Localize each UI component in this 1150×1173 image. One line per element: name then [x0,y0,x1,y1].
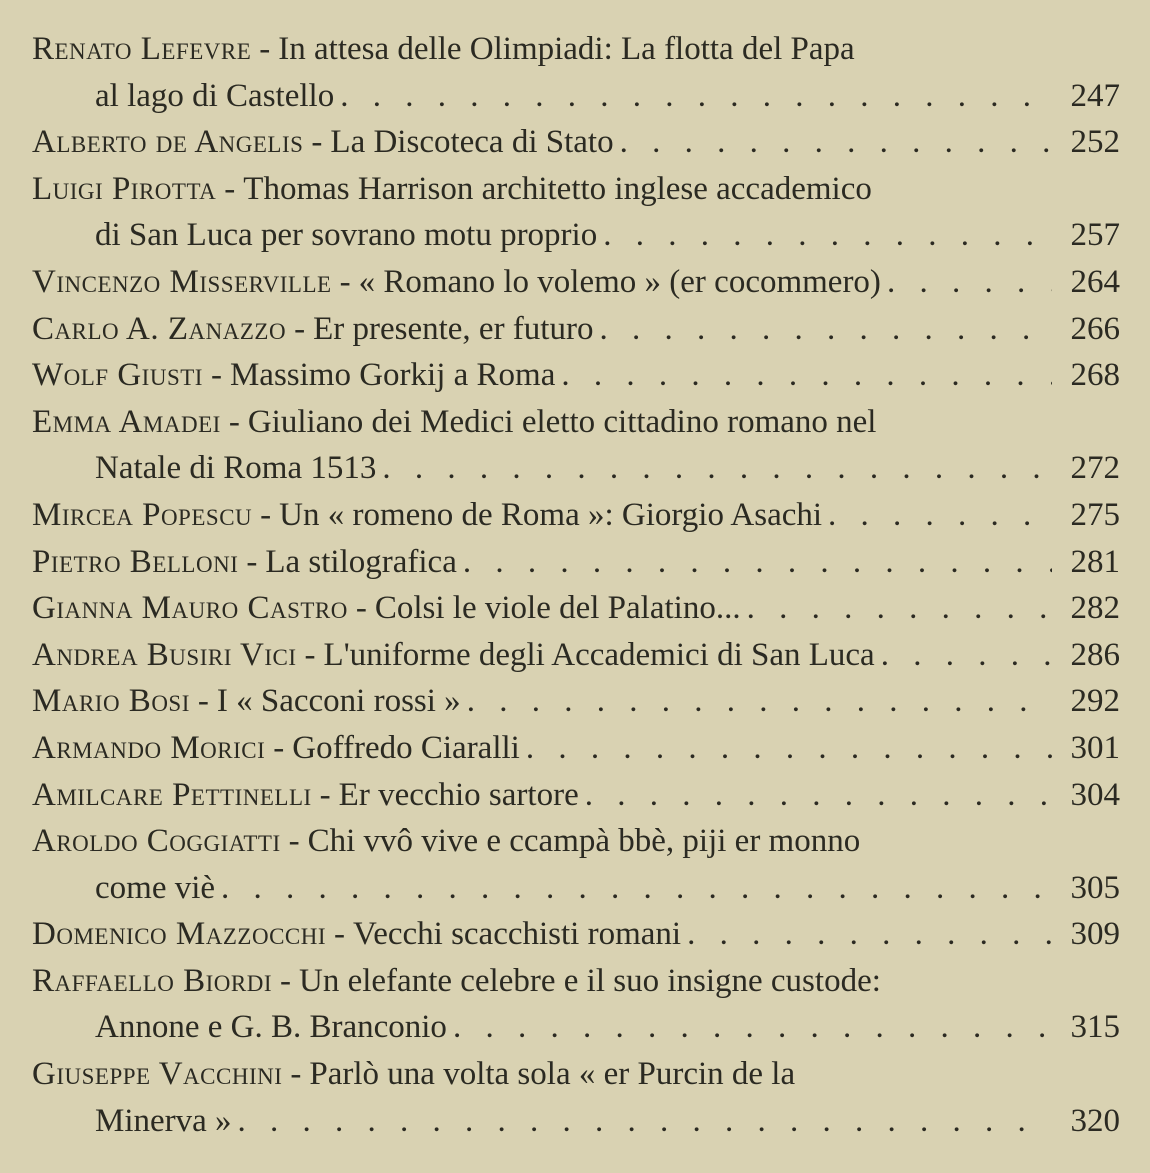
entry-author: Mircea Popescu [32,496,253,533]
separator: - [334,916,346,953]
toc-entry-continuation [32,1098,1120,1145]
separator: - [294,310,306,347]
page-number: 281 [1070,543,1120,580]
entry-author: Alberto de Angelis [32,124,304,161]
separator: - [259,31,271,67]
separator: - [355,590,367,627]
dot-leader [620,119,1052,165]
separator: - [197,683,209,720]
page-number: 301 [1070,729,1120,766]
entry-title: La stilografica [265,543,457,580]
entry-author: Domenico Mazzocchi [32,916,327,953]
page-number: 266 [1070,310,1120,347]
toc-entry [32,632,1120,679]
separator: - [246,543,258,580]
toc-entry [32,1051,1120,1098]
entry-title: al lago di Castello [95,77,335,114]
entry-author: Renato Lefevre [32,31,252,67]
separator: - [339,263,351,300]
entry-title: Minerva » [95,1102,232,1139]
toc-entry-continuation [32,212,1120,259]
entry-title: Er presente, er futuro [313,310,594,347]
entry-title: Goffredo Ciaralli [292,729,520,766]
entry-title: Natale di Roma 1513 [95,450,377,487]
dot-leader [221,865,1052,911]
toc-entry-continuation [32,1004,1120,1051]
entry-author: Vincenzo Misserville [32,263,332,300]
toc-entry-continuation [32,445,1120,492]
toc-entry-continuation [32,865,1120,912]
dot-leader [382,445,1052,491]
dot-leader [687,911,1052,957]
toc-entry-continuation [32,73,1120,120]
page-number: 257 [1070,217,1120,254]
page-number: 247 [1070,77,1120,114]
entry-title: « Romano lo volemo » (er cocommero) [358,263,881,300]
dot-leader [238,1098,1052,1144]
entry-title: Colsi le viole del Palatino... [374,590,741,627]
separator: - [290,1056,302,1093]
dot-leader [526,725,1052,771]
page-number: 252 [1070,124,1120,161]
entry-title: Giuliano dei Medici eletto cittadino romano nel [247,403,877,440]
entry-title: Annone e G. B. Branconio [95,1009,447,1046]
page-number: 309 [1070,916,1120,953]
toc-entry [32,725,1120,772]
toc-entry [32,399,1120,446]
dot-leader [453,1004,1052,1050]
toc-entry [32,492,1120,539]
toc-entry [32,958,1120,1005]
separator: - [288,823,300,860]
toc-entry [32,306,1120,353]
entry-title: di San Luca per sovrano motu proprio [95,217,598,254]
entry-title: L'uniforme degli Accademici di San Luca [323,636,875,673]
entry-title: Massimo Gorkij a Roma [229,357,556,394]
separator: - [280,962,292,999]
separator: - [210,357,222,394]
toc-entry [32,818,1120,865]
page-number: 305 [1070,869,1120,906]
entry-author: Andrea Busiri Vici [32,636,297,673]
separator: - [319,776,331,813]
entry-title: Un « romeno de Roma »: Giorgio Asachi [279,496,823,533]
entry-title: Parlò una volta sola « er Purcin de la [309,1056,796,1093]
entry-title: La Discoteca di Stato [330,124,614,161]
entry-author: Amilcare Pettinelli [32,776,312,813]
separator: - [228,403,240,440]
toc-entry [32,772,1120,819]
page-number: 268 [1070,357,1120,394]
entry-author: Giuseppe Vacchini [32,1056,283,1093]
dot-leader [340,73,1052,119]
entry-title: come viè [95,869,216,906]
page-number: 315 [1070,1009,1120,1046]
table-of-contents [32,26,1120,1144]
toc-entry [32,119,1120,166]
entry-title: Thomas Harrison architetto inglese accademico [243,170,872,207]
separator: - [304,636,316,673]
toc-entry [32,678,1120,725]
dot-leader [887,259,1052,305]
dot-leader [463,539,1052,585]
toc-entry [32,26,1120,73]
entry-author: Luigi Pirotta [32,170,217,207]
entry-author: Wolf Giusti [32,357,203,394]
separator: - [260,496,272,533]
entry-title: Un elefante celebre e il suo insigne custode: [299,962,881,999]
toc-entry [32,166,1120,213]
entry-title: Vecchi scacchisti romani [353,916,682,953]
dot-leader [828,492,1052,538]
separator: - [224,170,236,207]
dot-leader [585,772,1052,818]
toc-entry [32,352,1120,399]
entry-author: Armando Morici [32,729,266,766]
page-number: 286 [1070,636,1120,673]
entry-author: Emma Amadei [32,403,221,440]
page-number: 264 [1070,263,1120,300]
dot-leader [603,212,1052,258]
entry-author: Gianna Mauro Castro [32,590,348,627]
entry-title: In attesa delle Olimpiadi: La flotta del Papa [278,31,855,67]
page-number: 272 [1070,450,1120,487]
separator: - [273,729,285,766]
dot-leader [467,678,1052,724]
entry-author: Carlo A. Zanazzo [32,310,287,347]
toc-entry [32,585,1120,632]
toc-entry [32,911,1120,958]
entry-title: I « Sacconi rossi » [216,683,461,720]
entry-title: Chi vvô vive e ccampà bbè, piji er monno [307,823,861,860]
entry-title: Er vecchio sartore [338,776,579,813]
dot-leader [747,585,1052,631]
dot-leader [561,352,1052,398]
page-number: 282 [1070,590,1120,627]
page-number: 275 [1070,496,1120,533]
separator: - [311,124,323,161]
dot-leader [599,306,1052,352]
page-number: 292 [1070,683,1120,720]
entry-author: Raffaello Biordi [32,962,273,999]
page-number: 320 [1070,1102,1120,1139]
toc-entry [32,259,1120,306]
toc-entry [32,539,1120,586]
entry-author: Aroldo Coggiatti [32,823,281,860]
entry-author: Pietro Belloni [32,543,239,580]
entry-author: Mario Bosi [32,683,190,720]
dot-leader [881,632,1052,678]
page-number: 304 [1070,776,1120,813]
